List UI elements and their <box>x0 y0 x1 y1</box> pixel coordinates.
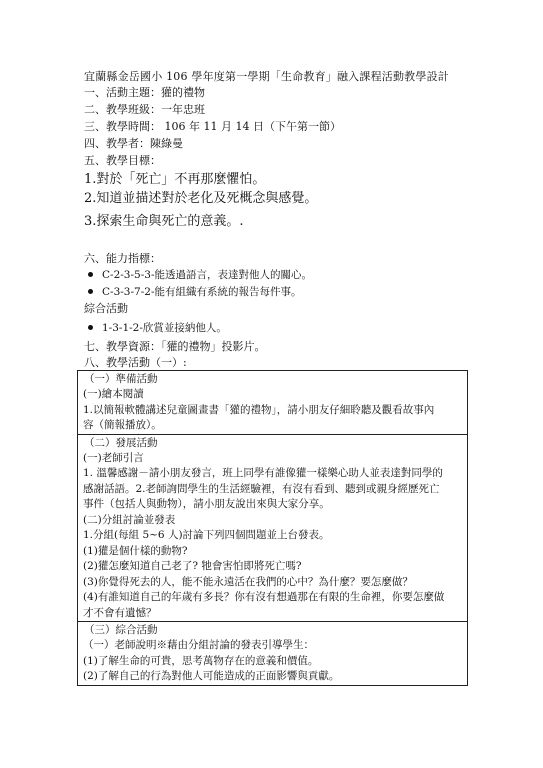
ability-item: C-3-3-7-2-能有組織有系統的報告每件事。 <box>88 284 302 299</box>
table-row: (2)了解自己的行為對他人可能造成的正面影響與貢獻。 <box>83 670 340 682</box>
activities-heading: 八、教學活動（一）: <box>84 356 187 369</box>
table-row: (4)有誰知道自己的年歲有多長？你有沒有想過那在有限的生命裡，你要怎麼做 <box>83 591 445 603</box>
table-row: 1.以簡報軟體講述兒童圖畫書「獾的禮物」，請小朋友仔細聆聽及觀看故事內 <box>83 403 435 416</box>
abilities-heading: 六、能力指標： <box>84 252 161 265</box>
table-row: (1)了解生命的可貴，思考萬物存在的意義和價值。 <box>83 654 319 667</box>
bullet-icon <box>88 272 93 277</box>
bullet-icon <box>88 289 93 294</box>
section-heading: （一）準備活動 <box>84 373 158 385</box>
table-row: 1.分組(每組 5~6 人)討論下列四個問題並上台發表。 <box>83 529 330 541</box>
table-row: 事件（包括人與動物），請小朋友說出來與大家分享。 <box>83 498 330 510</box>
goal-item: 3.探索生命與死亡的意義。. <box>84 214 244 229</box>
ability-item: 1-3-1-2-欣賞並接納他人。 <box>88 320 227 335</box>
info-teacher: 四、教學者：陳綠曼 <box>84 137 183 150</box>
table-row: （一）老師說明※藉由分組討論的發表引導學生： <box>83 639 314 651</box>
activities-table <box>77 370 468 686</box>
table-row: 1. 溫馨感謝－請小朋友發言，班上同學有誰像獾一樣樂心助人並表達對同學的 <box>83 467 443 479</box>
info-class: 二、教學班級：一年忠班 <box>84 103 205 116</box>
goal-item: 1.對於「死亡」不再那麼懼怕。 <box>84 172 266 187</box>
info-topic: 一、活動主題：獾的禮物 <box>84 86 205 99</box>
section-heading: （三）綜合活動 <box>78 621 467 638</box>
table-row: (一)老師引言 <box>83 451 144 464</box>
bullet-icon <box>88 325 93 330</box>
table-row: (二)分組討論並發表 <box>83 513 176 526</box>
ability-item: C-2-3-5-3-能透過語言，表達對他人的關心。 <box>88 267 312 282</box>
table-row: (一)繪本閱讀 <box>83 388 144 400</box>
info-goals-heading: 五、教學目標： <box>84 154 161 167</box>
info-time: 三、教學時間： 106 年 11 月 14 日（下午第一節） <box>84 120 341 133</box>
table-row: 感謝話語。2.老師詢問學生的生活經驗裡，有沒有看到、聽到或親身經歷死亡 <box>83 482 440 495</box>
table-row: (2)獾怎麼知道自己老了? 牠會害怕即將死亡嗎? <box>83 560 302 572</box>
table-row: 容（簡報播放）。 <box>83 419 162 431</box>
section-heading: （二）發展活動 <box>78 434 467 451</box>
goal-item: 2.知道並描述對於老化及死概念與感覺。 <box>84 191 318 206</box>
document-title: 宜蘭縣金岳國小 106 學年度第一學期「生命教育」融入課程活動教學設計 <box>84 70 449 83</box>
integrated-heading: 綜合活動 <box>84 302 128 315</box>
table-row: (3)你覺得死去的人，能不能永遠活在我們的心中？為什麼？要怎麼做？ <box>83 575 413 588</box>
table-row: 才不會有遺憾？ <box>83 606 157 619</box>
table-row: (1)獾是個什樣的動物? <box>83 544 188 557</box>
resources-line: 七、教學資源：「獾的禮物」投影片。 <box>84 340 266 353</box>
